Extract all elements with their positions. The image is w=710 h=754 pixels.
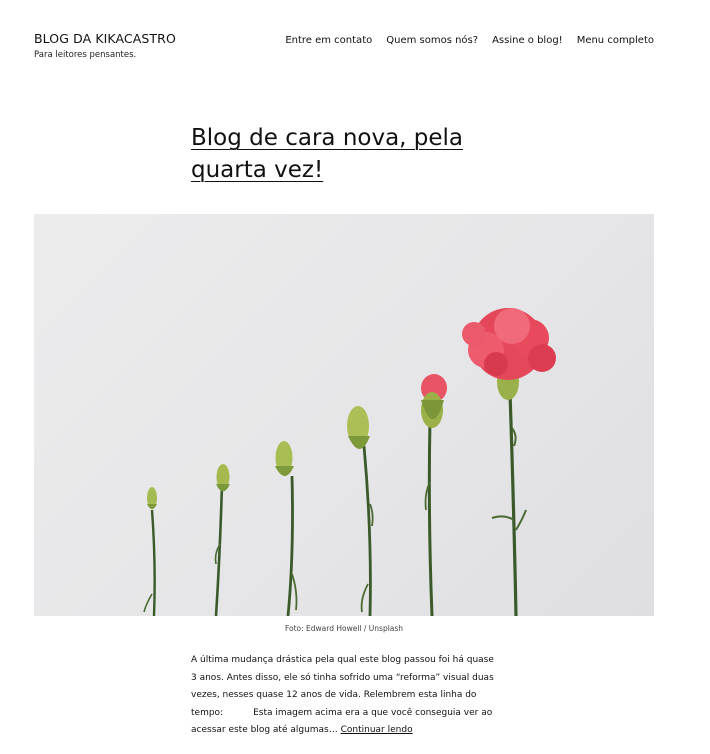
continue-reading-link[interactable]: Continuar lendo [340, 725, 413, 736]
flower-stage-2 [216, 464, 231, 616]
flower-stage-6 [462, 308, 556, 616]
excerpt-text-2: Esta imagem acima era a que você conseguia ver ao acessar este blog até algumas… [191, 707, 493, 736]
site-title[interactable]: BLOG DA KIKACASTRO [34, 31, 176, 46]
post-title-link[interactable] [191, 125, 463, 183]
flower-stage-5 [421, 374, 447, 616]
nav-item-contact[interactable]: Entre em contato [285, 35, 373, 46]
post-title-line-1: Blog de cara nova, pela [191, 125, 464, 151]
carnation-growth-illustration [34, 214, 654, 616]
image-caption: Foto: Edward Howell / Unsplash [284, 624, 404, 633]
flower-stage-1 [144, 487, 157, 616]
nav-item-about[interactable]: Quem somos nós? [386, 35, 479, 46]
featured-image[interactable] [34, 214, 654, 616]
flower-stage-4 [347, 406, 373, 616]
nav-item-full-menu[interactable]: Menu completo [576, 35, 654, 46]
post-excerpt [191, 652, 501, 740]
main-nav [285, 35, 654, 46]
post-title [191, 122, 491, 186]
flower-stage-3 [275, 441, 297, 616]
post-title-line-2: quarta vez! [191, 157, 324, 183]
nav-item-subscribe[interactable]: Assine o blog! [492, 35, 563, 46]
site-description: Para leitores pensantes. [34, 50, 137, 60]
excerpt-text-1: A última mudança drástica pela qual este blog passou foi há quase 3 anos. Antes disso, ele só tinha sofrido uma “reforma” visual duas vezes, nesses quase 12 anos de vida. Relembrem esta linha do tempo: [191, 655, 494, 718]
